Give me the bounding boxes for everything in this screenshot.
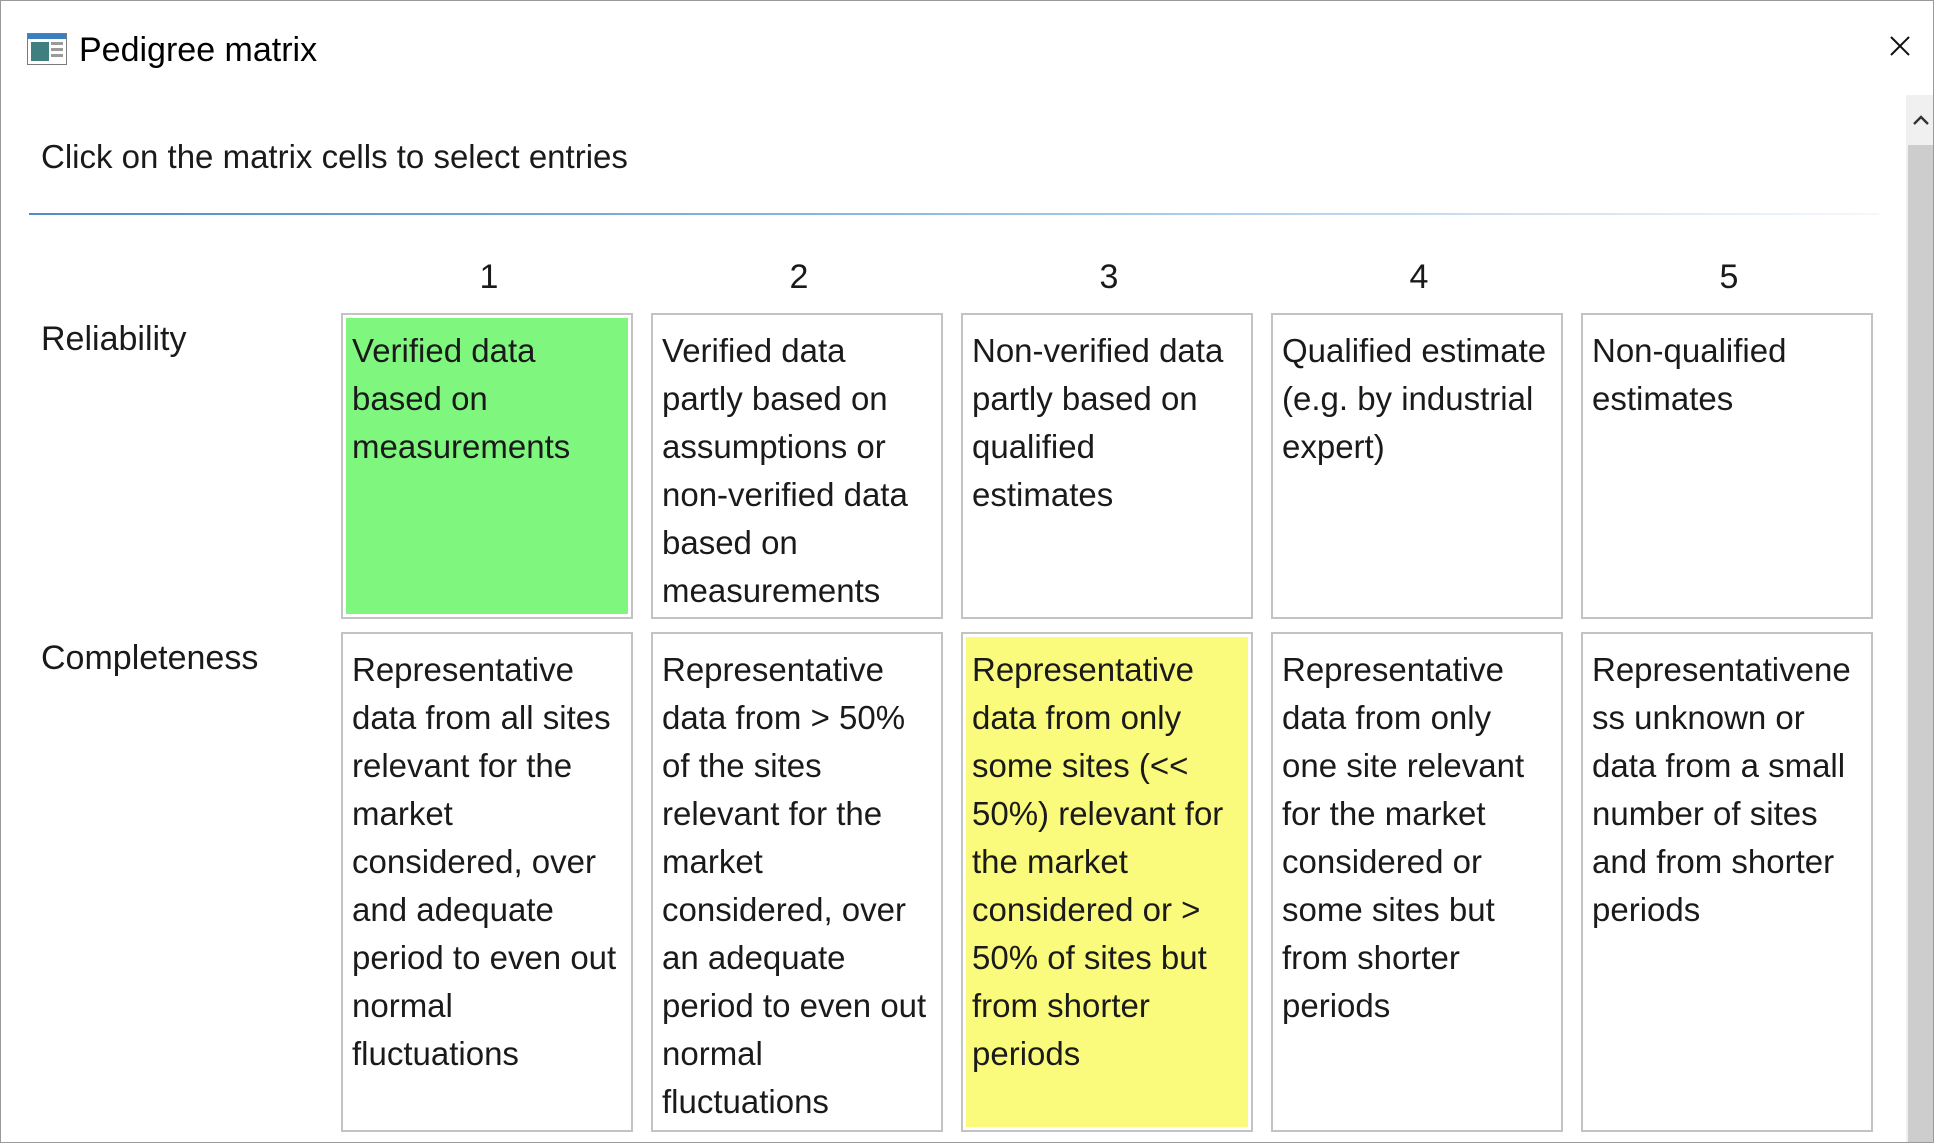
cell-text: Verified data based on measurements [346,318,628,614]
matrix-cell-reliability-5[interactable] [1581,313,1873,619]
cell-text: Representative data from only some sites (<< 50%) relevant for the market considered or > 50% of sites but from shorter periods [966,637,1248,1127]
matrix-cell-completeness-3[interactable] [961,632,1253,1132]
cell-text: Representative data from all sites relevant for the market considered, over and adequate period to even out normal fluctuations [352,651,617,1072]
matrix-cell-completeness-5[interactable] [1581,632,1873,1132]
matrix-content [1,101,1906,1143]
cell-text: Representative data from > 50% of the sites relevant for the market considered, over an adequate period to even out normal fluctuations [662,651,927,1120]
header-divider [29,213,1879,215]
cell-text: Non-verified data partly based on qualified estimates [972,332,1224,513]
cell-text: Verified data partly based on assumptions or non-verified data based on measurements [662,332,908,609]
chevron-up-icon [1912,114,1930,126]
matrix-cell-reliability-3[interactable] [961,313,1253,619]
column-header-4: 4 [1409,258,1429,296]
column-header-5: 5 [1719,258,1739,296]
column-header-1: 1 [479,258,499,296]
window-title: Pedigree matrix [79,31,318,69]
title-bar [1,1,1933,101]
cell-text: Representativeness unknown or data from a small number of sites and from shorter periods [1592,651,1851,928]
window-app-icon [27,33,67,65]
row-label-completeness: Completeness [41,639,259,677]
column-header-2: 2 [789,258,809,296]
scroll-thumb[interactable] [1908,145,1934,1143]
vertical-scrollbar[interactable] [1906,95,1934,1143]
matrix-cell-reliability-4[interactable] [1271,313,1563,619]
close-button[interactable] [1867,1,1933,91]
row-label-reliability: Reliability [41,320,187,358]
column-header-3: 3 [1099,258,1119,296]
matrix-cell-completeness-4[interactable] [1271,632,1563,1132]
cell-text: Representative data from only one site relevant for the market considered or some sites but from shorter periods [1282,651,1525,1024]
matrix-cell-completeness-2[interactable] [651,632,943,1132]
cell-text: Qualified estimate (e.g. by industrial expert) [1282,332,1547,465]
cell-text: Non-qualified estimates [1592,332,1787,417]
matrix-cell-completeness-1[interactable] [341,632,633,1132]
close-icon [1889,35,1911,57]
instruction-text: Click on the matrix cells to select entries [41,138,628,175]
scroll-up-button[interactable] [1906,95,1934,145]
matrix-cell-reliability-1[interactable] [341,313,633,619]
matrix-cell-reliability-2[interactable] [651,313,943,619]
